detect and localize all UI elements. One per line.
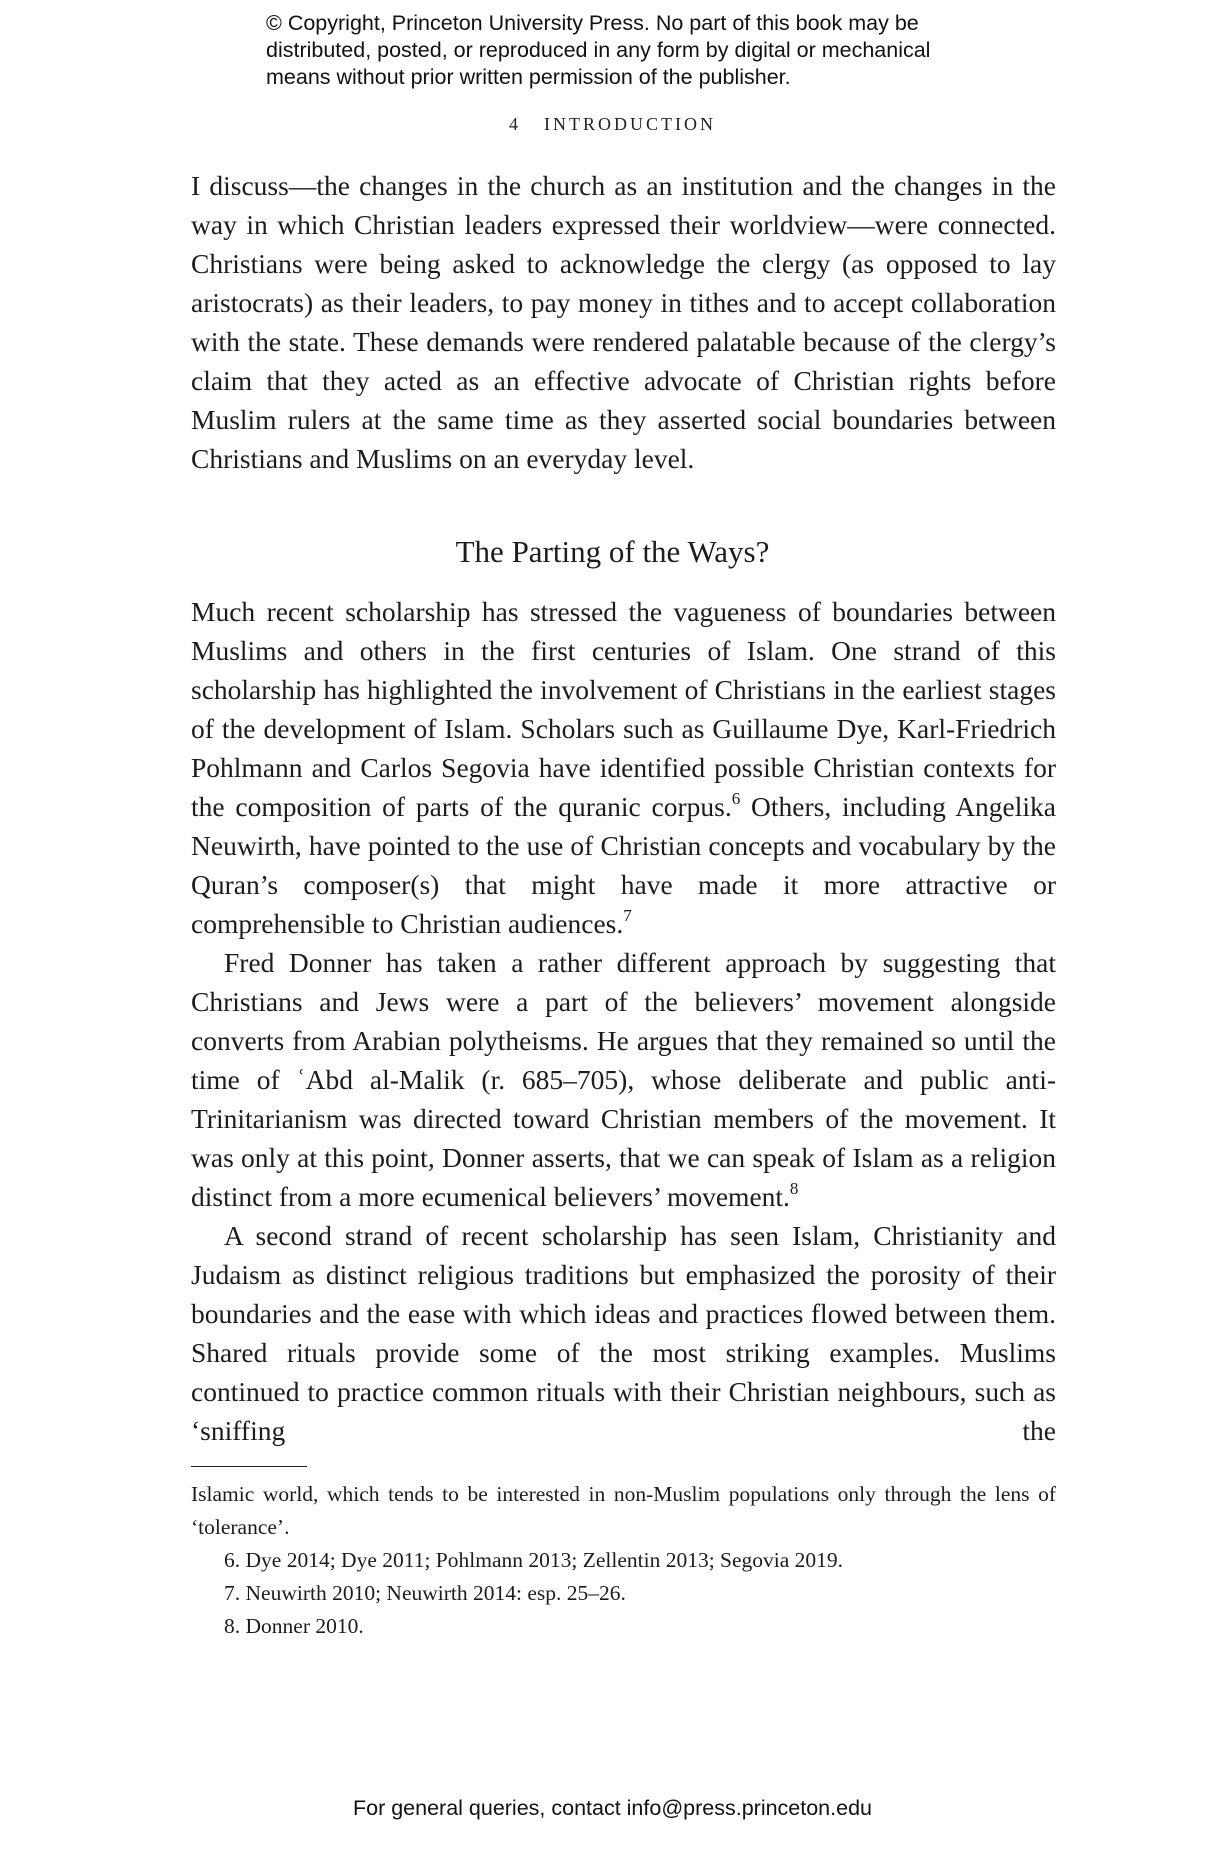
page-number: 4 (509, 114, 518, 134)
footnote-8: 8. Donner 2010. (224, 1614, 364, 1638)
footnote-ref[interactable]: 6 (731, 789, 741, 809)
running-head-title: INTRODUCTION (544, 114, 716, 134)
footnote-divider (191, 1466, 307, 1467)
footnote-ref[interactable]: 8 (789, 1179, 799, 1199)
paragraph-scholarship (191, 592, 1056, 943)
section-heading: The Parting of the Ways? (455, 534, 770, 569)
paragraph-text: Much recent scholarship has stressed the vagueness of boundaries between Muslims and others in the first centuries of Islam. One strand of this scholarship has highlighted the involvement of Christians in the earliest stages of the development of Islam. Scholars such as Guillaume Dye, Karl-Friedrich Pohlmann and Carlos Segovia have identified possible Christian contexts for the composition of parts of the quranic corpus. (191, 596, 1056, 822)
copyright-line: means without prior written permission of the publisher. (266, 65, 791, 89)
footnote-continued: Islamic world, which tends to be interested in non-Muslim populations only through the lens of ‘tolerance’. (191, 1482, 1056, 1539)
copyright-notice (266, 10, 1026, 91)
intro-paragraph: I discuss—the changes in the church as an institution and the changes in the way in which Christian leaders expressed their worldview—were connected. Christians were being asked to acknowledge the clergy (as opposed to lay aristocrats) as their leaders, to pay money in tithes and to accept collaboration with the state. These demands were rendered palatable because of the clergy’s claim that they acted as an effective advocate of Christian rights before Muslim rulers at the same time as they asserted social boundaries between Christians and Muslims on an everyday level. (191, 170, 1056, 474)
footnotes (191, 1478, 1056, 1643)
paragraph-second-strand: A second strand of recent scholarship has seen Islam, Christianity and Judaism as distinct religious traditions but emphasized the porosity of their boundaries and the ease with which ideas and practices flowed between them. Shared rituals provide some of the most striking examples. Muslims continued to practice common rituals with their Christian neighbours, such as ‘sniffing the (191, 1220, 1056, 1446)
paragraph-text: Fred Donner has taken a rather different approach by suggesting that Christians and Jews were a part of the believers’ movement alongside converts from Arabian polytheisms. He argues that they remained so until the time of ʿAbd al-Malik (r. 685–705), whose deliberate and public anti-Trinitarianism was directed toward Christian members of the movement. It was only at this point, Donner asserts, that we can speak of Islam as a religion distinct from a more ecumenical believers’ movement. (191, 947, 1056, 1212)
intro-paragraph-block (191, 166, 1056, 478)
copyright-line: distributed, posted, or reproduced in any form by digital or mechanical (266, 38, 931, 62)
footnote-7: 7. Neuwirth 2010; Neuwirth 2014: esp. 25–26. (224, 1581, 626, 1605)
footnote-6: 6. Dye 2014; Dye 2011; Pohlmann 2013; Zellentin 2013; Segovia 2019. (224, 1548, 844, 1572)
paragraph-text: Others, including Angelika Neuwirth, have pointed to the use of Christian concepts and vocabulary by the Quran’s composer(s) that might have made it more attractive or comprehensible to Christian audiences. (191, 791, 1056, 939)
body-text (191, 592, 1056, 1450)
paragraph-donner (191, 943, 1056, 1216)
footnote-ref[interactable]: 7 (623, 906, 632, 926)
footer-contact: For general queries, contact info@press.princeton.edu (352, 1796, 872, 1820)
running-head (0, 114, 1225, 135)
copyright-line: © Copyright, Princeton University Press. No part of this book may be (266, 11, 919, 35)
